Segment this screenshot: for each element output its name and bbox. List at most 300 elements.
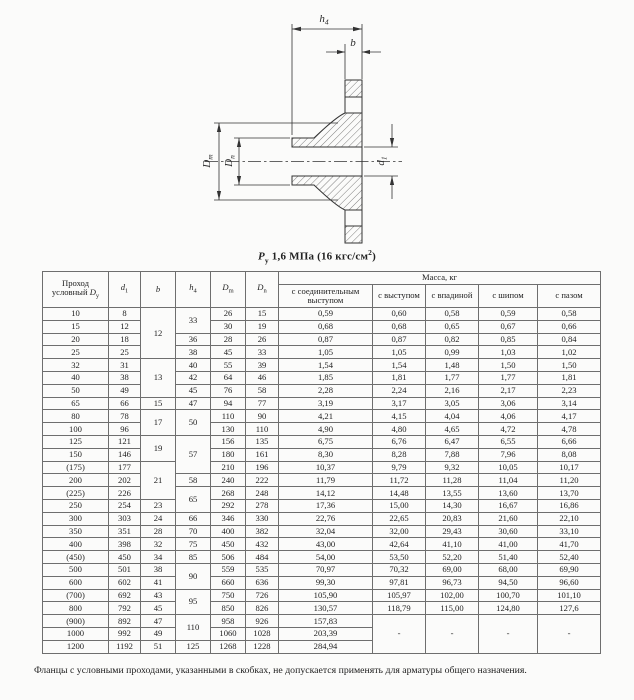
cell-b: 47 (141, 615, 176, 628)
cell-dy: 400 (43, 538, 109, 551)
cell-dm: 268 (211, 487, 246, 500)
cell-b: 19 (141, 435, 176, 461)
cell-mass-0: 0,87 (279, 333, 373, 346)
cell-h4: 66 (176, 512, 211, 525)
cell-mass-2: 102,00 (426, 589, 479, 602)
cell-mass-0: 14,12 (279, 487, 373, 500)
label-b: b (350, 37, 356, 49)
cell-mass-1: 2,24 (373, 384, 426, 397)
cell-d1: 78 (109, 410, 141, 423)
cell-dn: 330 (246, 512, 279, 525)
cell-mass-2: 6,47 (426, 435, 479, 448)
cell-mass-1: 9,79 (373, 461, 426, 474)
cell-dy: 50 (43, 384, 109, 397)
cell-dy: 125 (43, 435, 109, 448)
cell-mass-2: 14,30 (426, 499, 479, 512)
table-row-dy-200 (43, 474, 601, 487)
cell-mass-3: 6,55 (479, 435, 538, 448)
cell-mass-1: 1,05 (373, 346, 426, 359)
cell-dy: 350 (43, 525, 109, 538)
table-row-dy-150 (43, 448, 601, 461)
label-dn: $D_n$ (223, 155, 237, 167)
cell-mass-1: 3,17 (373, 397, 426, 410)
cell-h4: 38 (176, 346, 211, 359)
cell-mass-2: 0,65 (426, 320, 479, 333)
cell-mass-4: 41,70 (538, 538, 601, 551)
cell-mass-2: 115,00 (426, 602, 479, 615)
cell-mass-2: 0,99 (426, 346, 479, 359)
cell-h4: 65 (176, 487, 211, 513)
table-row-dy-800 (43, 602, 601, 615)
cell-d1: 96 (109, 423, 141, 436)
cell-mass-1: 32,00 (373, 525, 426, 538)
cell-mass-1: 4,80 (373, 423, 426, 436)
cell-mass-0: 0,68 (279, 320, 373, 333)
cell-dn: 382 (246, 525, 279, 538)
cell-mass-0: 157,83 (279, 615, 373, 628)
cell-mass-4: 0,84 (538, 333, 601, 346)
pressure-caption: $Р_у$ 1,6 МПа (16 кгс/$см^2$) (257, 248, 376, 265)
cell-mass-4: 10,17 (538, 461, 601, 474)
cell-dy: 250 (43, 499, 109, 512)
cell-mass-3: 7,96 (479, 448, 538, 461)
cell-dy: 32 (43, 359, 109, 372)
cell-b: 38 (141, 563, 176, 576)
cell-d1: 38 (109, 371, 141, 384)
cell-mass-4: 11,20 (538, 474, 601, 487)
cell-mass-0: 70,97 (279, 563, 373, 576)
cell-mass-1: 53,50 (373, 551, 426, 564)
cell-mass-3: 51,40 (479, 551, 538, 564)
cell-dm: 750 (211, 589, 246, 602)
cell-mass-3: 0,59 (479, 308, 538, 321)
cell-mass-1: 11,72 (373, 474, 426, 487)
cell-mass-2: 0,58 (426, 308, 479, 321)
cell-mass-1: 0,87 (373, 333, 426, 346)
cell-mass-2: 0,82 (426, 333, 479, 346)
cell-mass-1: 105,97 (373, 589, 426, 602)
cell-h4: 42 (176, 371, 211, 384)
cell-dm: 76 (211, 384, 246, 397)
cell-dn: 77 (246, 397, 279, 410)
cell-d1: 398 (109, 538, 141, 551)
cell-mass-0: 54,00 (279, 551, 373, 564)
header-mass-col-4: с пазом (538, 285, 601, 308)
cell-d1: 892 (109, 615, 141, 628)
cell-mass-0: 6,75 (279, 435, 373, 448)
cell-mass-2: 7,88 (426, 448, 479, 461)
cell-b: 32 (141, 538, 176, 551)
cell-d1: 66 (109, 397, 141, 410)
cell-mass-0: 130,57 (279, 602, 373, 615)
cell-mass-0: 2,28 (279, 384, 373, 397)
cell-mass-4: 96,60 (538, 576, 601, 589)
cell-b: 43 (141, 589, 176, 602)
cell-dn: 15 (246, 308, 279, 321)
cell-dy: 100 (43, 423, 109, 436)
cell-mass-4: 0,66 (538, 320, 601, 333)
cell-mass-4: 1,81 (538, 371, 601, 384)
cell-dn: 926 (246, 615, 279, 628)
cell-h4: 57 (176, 435, 211, 473)
cell-d1: 351 (109, 525, 141, 538)
cell-mass-3: 1,77 (479, 371, 538, 384)
cell-d1: 450 (109, 551, 141, 564)
cell-dm: 180 (211, 448, 246, 461)
cell-mass-3: 0,85 (479, 333, 538, 346)
cell-mass-3: 2,17 (479, 384, 538, 397)
cell-mass-4: 3,14 (538, 397, 601, 410)
cell-d1: 501 (109, 563, 141, 576)
cell-b: 12 (141, 308, 176, 359)
cell-mass-0: 4,90 (279, 423, 373, 436)
cell-dy: (900) (43, 615, 109, 628)
cell-dn: 248 (246, 487, 279, 500)
cell-mass-0: 17,36 (279, 499, 373, 512)
cell-dy: 200 (43, 474, 109, 487)
table-row-dy-80 (43, 410, 601, 423)
header-dy: Проход условный $D_у$ (43, 272, 109, 308)
cell-mass-1: 4,15 (373, 410, 426, 423)
cell-mass-4: 52,40 (538, 551, 601, 564)
cell-mass-0: 3,19 (279, 397, 373, 410)
cell-dn: 1228 (246, 640, 279, 653)
cell-mass-3-dash: - (479, 615, 538, 653)
cell-h4: 45 (176, 384, 211, 397)
cell-mass-2: 4,65 (426, 423, 479, 436)
cell-mass-1: 22,65 (373, 512, 426, 525)
cell-mass-3: 68,00 (479, 563, 538, 576)
header-mass-group: Масса, кг (279, 272, 601, 285)
header-d1: $d_1$ (109, 272, 141, 308)
header-dm: $D_m$ (211, 272, 246, 308)
table-row-dy-32 (43, 359, 601, 372)
cell-mass-1: 70,32 (373, 563, 426, 576)
cell-dy: 150 (43, 448, 109, 461)
table-row-dy-700 (43, 589, 601, 602)
cell-mass-3: 124,80 (479, 602, 538, 615)
label-h4: $h_4$ (319, 13, 329, 27)
cell-dn: 196 (246, 461, 279, 474)
cell-d1: 792 (109, 602, 141, 615)
cell-d1: 692 (109, 589, 141, 602)
cell-mass-2: 4,04 (426, 410, 479, 423)
cell-b: 28 (141, 525, 176, 538)
table-row-dy-600 (43, 576, 601, 589)
cell-mass-3: 16,67 (479, 499, 538, 512)
table-row-dy-400 (43, 538, 601, 551)
cell-dm: 450 (211, 538, 246, 551)
cell-b: 41 (141, 576, 176, 589)
table-row-dy-25 (43, 346, 601, 359)
cell-dm: 55 (211, 359, 246, 372)
cell-dm: 240 (211, 474, 246, 487)
cell-mass-1: 6,76 (373, 435, 426, 448)
cell-d1: 1192 (109, 640, 141, 653)
cell-dy: (175) (43, 461, 109, 474)
cell-d1: 25 (109, 346, 141, 359)
cell-h4: 125 (176, 640, 211, 653)
cell-d1: 31 (109, 359, 141, 372)
cell-dy: 40 (43, 371, 109, 384)
cell-mass-3: 30,60 (479, 525, 538, 538)
cell-d1: 146 (109, 448, 141, 461)
cell-d1: 12 (109, 320, 141, 333)
table-row-dy-50 (43, 384, 601, 397)
cell-mass-4: 22,10 (538, 512, 601, 525)
cell-h4: 95 (176, 589, 211, 615)
cell-dn: 135 (246, 435, 279, 448)
cell-h4: 36 (176, 333, 211, 346)
cell-mass-2: 20,83 (426, 512, 479, 525)
cell-dn: 46 (246, 371, 279, 384)
cell-dm: 400 (211, 525, 246, 538)
cell-d1: 18 (109, 333, 141, 346)
table-row-dy-125 (43, 435, 601, 448)
cell-mass-2: 52,20 (426, 551, 479, 564)
cell-dm: 45 (211, 346, 246, 359)
cell-d1: 49 (109, 384, 141, 397)
cell-dn: 432 (246, 538, 279, 551)
cell-dn: 90 (246, 410, 279, 423)
header-h4: $h_4$ (176, 272, 211, 308)
cell-mass-3: 4,72 (479, 423, 538, 436)
cell-dn: 33 (246, 346, 279, 359)
cell-mass-1: 1,54 (373, 359, 426, 372)
cell-mass-0: 1,85 (279, 371, 373, 384)
cell-mass-2: 11,28 (426, 474, 479, 487)
cell-dy: 1000 (43, 627, 109, 640)
cell-mass-0: 0,59 (279, 308, 373, 321)
cell-dm: 94 (211, 397, 246, 410)
cell-dn: 826 (246, 602, 279, 615)
cell-dy: 25 (43, 346, 109, 359)
cell-mass-1: 97,81 (373, 576, 426, 589)
cell-mass-2: 41,10 (426, 538, 479, 551)
cell-dm: 660 (211, 576, 246, 589)
cell-dn: 726 (246, 589, 279, 602)
cell-mass-1: 1,81 (373, 371, 426, 384)
cell-mass-2-dash: - (426, 615, 479, 653)
cell-dy: 1200 (43, 640, 109, 653)
cell-dm: 559 (211, 563, 246, 576)
cell-dy: (225) (43, 487, 109, 500)
cell-dy: 800 (43, 602, 109, 615)
cell-dn: 161 (246, 448, 279, 461)
cell-dn: 636 (246, 576, 279, 589)
header-mass-col-3: с шипом (479, 285, 538, 308)
cell-mass-4: 127,6 (538, 602, 601, 615)
cell-mass-0: 4,21 (279, 410, 373, 423)
cell-mass-4: 8,08 (538, 448, 601, 461)
cell-mass-3: 10,05 (479, 461, 538, 474)
cell-mass-0: 203,39 (279, 627, 373, 640)
cell-b: 24 (141, 512, 176, 525)
cell-h4: 75 (176, 538, 211, 551)
cell-dm: 506 (211, 551, 246, 564)
header-dn: $D_n$ (246, 272, 279, 308)
cell-mass-2: 29,43 (426, 525, 479, 538)
cell-dm: 28 (211, 333, 246, 346)
cell-dn: 110 (246, 423, 279, 436)
cell-dm: 1268 (211, 640, 246, 653)
cell-dm: 130 (211, 423, 246, 436)
cell-mass-4: 1,50 (538, 359, 601, 372)
footnote: Фланцы с условными проходами, указанными в скобках, не допускается применять для арматуры общего назначения. (34, 665, 527, 676)
cell-mass-4: 13,70 (538, 487, 601, 500)
cell-mass-0: 1,54 (279, 359, 373, 372)
cell-h4: 33 (176, 308, 211, 334)
table-row-dy-175 (43, 461, 601, 474)
cell-mass-4: 4,17 (538, 410, 601, 423)
cell-mass-1: 118,79 (373, 602, 426, 615)
cell-dn: 484 (246, 551, 279, 564)
cell-h4: 58 (176, 474, 211, 487)
cell-mass-4: 33,10 (538, 525, 601, 538)
cell-mass-3: 21,60 (479, 512, 538, 525)
cell-mass-4-dash: - (538, 615, 601, 653)
cell-dm: 1060 (211, 627, 246, 640)
cell-dm: 346 (211, 512, 246, 525)
cell-d1: 992 (109, 627, 141, 640)
cell-mass-1: 15,00 (373, 499, 426, 512)
cell-b: 34 (141, 551, 176, 564)
cell-mass-3: 4,06 (479, 410, 538, 423)
table-row-dy-500 (43, 563, 601, 576)
cell-mass-3: 0,67 (479, 320, 538, 333)
cell-mass-3: 41,00 (479, 538, 538, 551)
cell-dn: 58 (246, 384, 279, 397)
label-dm: $D_m$ (201, 154, 215, 168)
dimension-b (326, 44, 381, 79)
cell-dy: 500 (43, 563, 109, 576)
cell-dy: 65 (43, 397, 109, 410)
cell-mass-2: 13,55 (426, 487, 479, 500)
cell-mass-0: 1,05 (279, 346, 373, 359)
cell-mass-4: 0,58 (538, 308, 601, 321)
header-mass-col-0: с соединительным выступом (279, 285, 373, 308)
table-row-dy-250 (43, 499, 601, 512)
cell-b: 13 (141, 359, 176, 397)
cell-mass-3: 11,04 (479, 474, 538, 487)
cell-mass-2: 1,48 (426, 359, 479, 372)
cell-dy: 300 (43, 512, 109, 525)
cell-mass-3: 100,70 (479, 589, 538, 602)
cell-mass-0: 8,30 (279, 448, 373, 461)
cell-d1: 226 (109, 487, 141, 500)
table-row-dy-65 (43, 397, 601, 410)
cell-mass-2: 3,05 (426, 397, 479, 410)
cell-dn: 1028 (246, 627, 279, 640)
cell-dm: 110 (211, 410, 246, 423)
table-row-dy-100 (43, 423, 601, 436)
cell-mass-4: 2,23 (538, 384, 601, 397)
cell-b: 17 (141, 410, 176, 436)
cell-dm: 156 (211, 435, 246, 448)
cell-dy: 600 (43, 576, 109, 589)
cell-dy: (700) (43, 589, 109, 602)
cell-h4: 47 (176, 397, 211, 410)
cell-b: 49 (141, 627, 176, 640)
cell-dm: 958 (211, 615, 246, 628)
cell-mass-3: 13,60 (479, 487, 538, 500)
table-row-dy-10 (43, 308, 601, 321)
cell-mass-0: 32,04 (279, 525, 373, 538)
cell-mass-0: 284,94 (279, 640, 373, 653)
cell-mass-2: 9,32 (426, 461, 479, 474)
cell-dy: 10 (43, 308, 109, 321)
cell-mass-0: 10,37 (279, 461, 373, 474)
cell-d1: 254 (109, 499, 141, 512)
cell-mass-0: 99,30 (279, 576, 373, 589)
cell-h4: 90 (176, 563, 211, 589)
cell-dm: 30 (211, 320, 246, 333)
cell-dn: 39 (246, 359, 279, 372)
cell-d1: 121 (109, 435, 141, 448)
table-row-dy-40 (43, 371, 601, 384)
cell-mass-4: 101,10 (538, 589, 601, 602)
cell-d1: 177 (109, 461, 141, 474)
header-mass-col-1: с выступом (373, 285, 426, 308)
table-row-dy-900 (43, 615, 601, 628)
cell-dn: 278 (246, 499, 279, 512)
table-row-dy-15 (43, 320, 601, 333)
cell-d1: 202 (109, 474, 141, 487)
cell-mass-1: 8,28 (373, 448, 426, 461)
cell-dn: 535 (246, 563, 279, 576)
cell-mass-4: 69,90 (538, 563, 601, 576)
cell-mass-1: 42,64 (373, 538, 426, 551)
cell-mass-2: 2,16 (426, 384, 479, 397)
cell-mass-3: 3,06 (479, 397, 538, 410)
cell-mass-4: 4,78 (538, 423, 601, 436)
cell-d1: 303 (109, 512, 141, 525)
cell-mass-3: 1,03 (479, 346, 538, 359)
cell-dm: 64 (211, 371, 246, 384)
cell-b: 23 (141, 499, 176, 512)
cell-mass-4: 16,86 (538, 499, 601, 512)
table-row-dy-350 (43, 525, 601, 538)
cell-mass-1-dash: - (373, 615, 426, 653)
cell-mass-0: 22,76 (279, 512, 373, 525)
cell-dn: 26 (246, 333, 279, 346)
flange-drawing (0, 0, 634, 248)
cell-dy: 20 (43, 333, 109, 346)
table-row-dy-225 (43, 487, 601, 500)
cell-dy: (450) (43, 551, 109, 564)
cell-mass-3: 94,50 (479, 576, 538, 589)
cell-mass-2: 96,73 (426, 576, 479, 589)
cell-dm: 26 (211, 308, 246, 321)
cell-d1: 602 (109, 576, 141, 589)
cell-dm: 210 (211, 461, 246, 474)
cell-mass-4: 1,02 (538, 346, 601, 359)
cell-h4: 85 (176, 551, 211, 564)
cell-b: 45 (141, 602, 176, 615)
cell-dn: 222 (246, 474, 279, 487)
cell-h4: 40 (176, 359, 211, 372)
cell-h4: 110 (176, 615, 211, 641)
dimension-b-arrows (337, 50, 370, 54)
header-mass-col-2: с впадиной (426, 285, 479, 308)
cell-mass-1: 0,60 (373, 308, 426, 321)
cell-mass-4: 6,66 (538, 435, 601, 448)
cell-mass-3: 1,50 (479, 359, 538, 372)
cell-dy: 15 (43, 320, 109, 333)
cell-mass-0: 11,79 (279, 474, 373, 487)
table-row-dy-450 (43, 551, 601, 564)
cell-dn: 19 (246, 320, 279, 333)
